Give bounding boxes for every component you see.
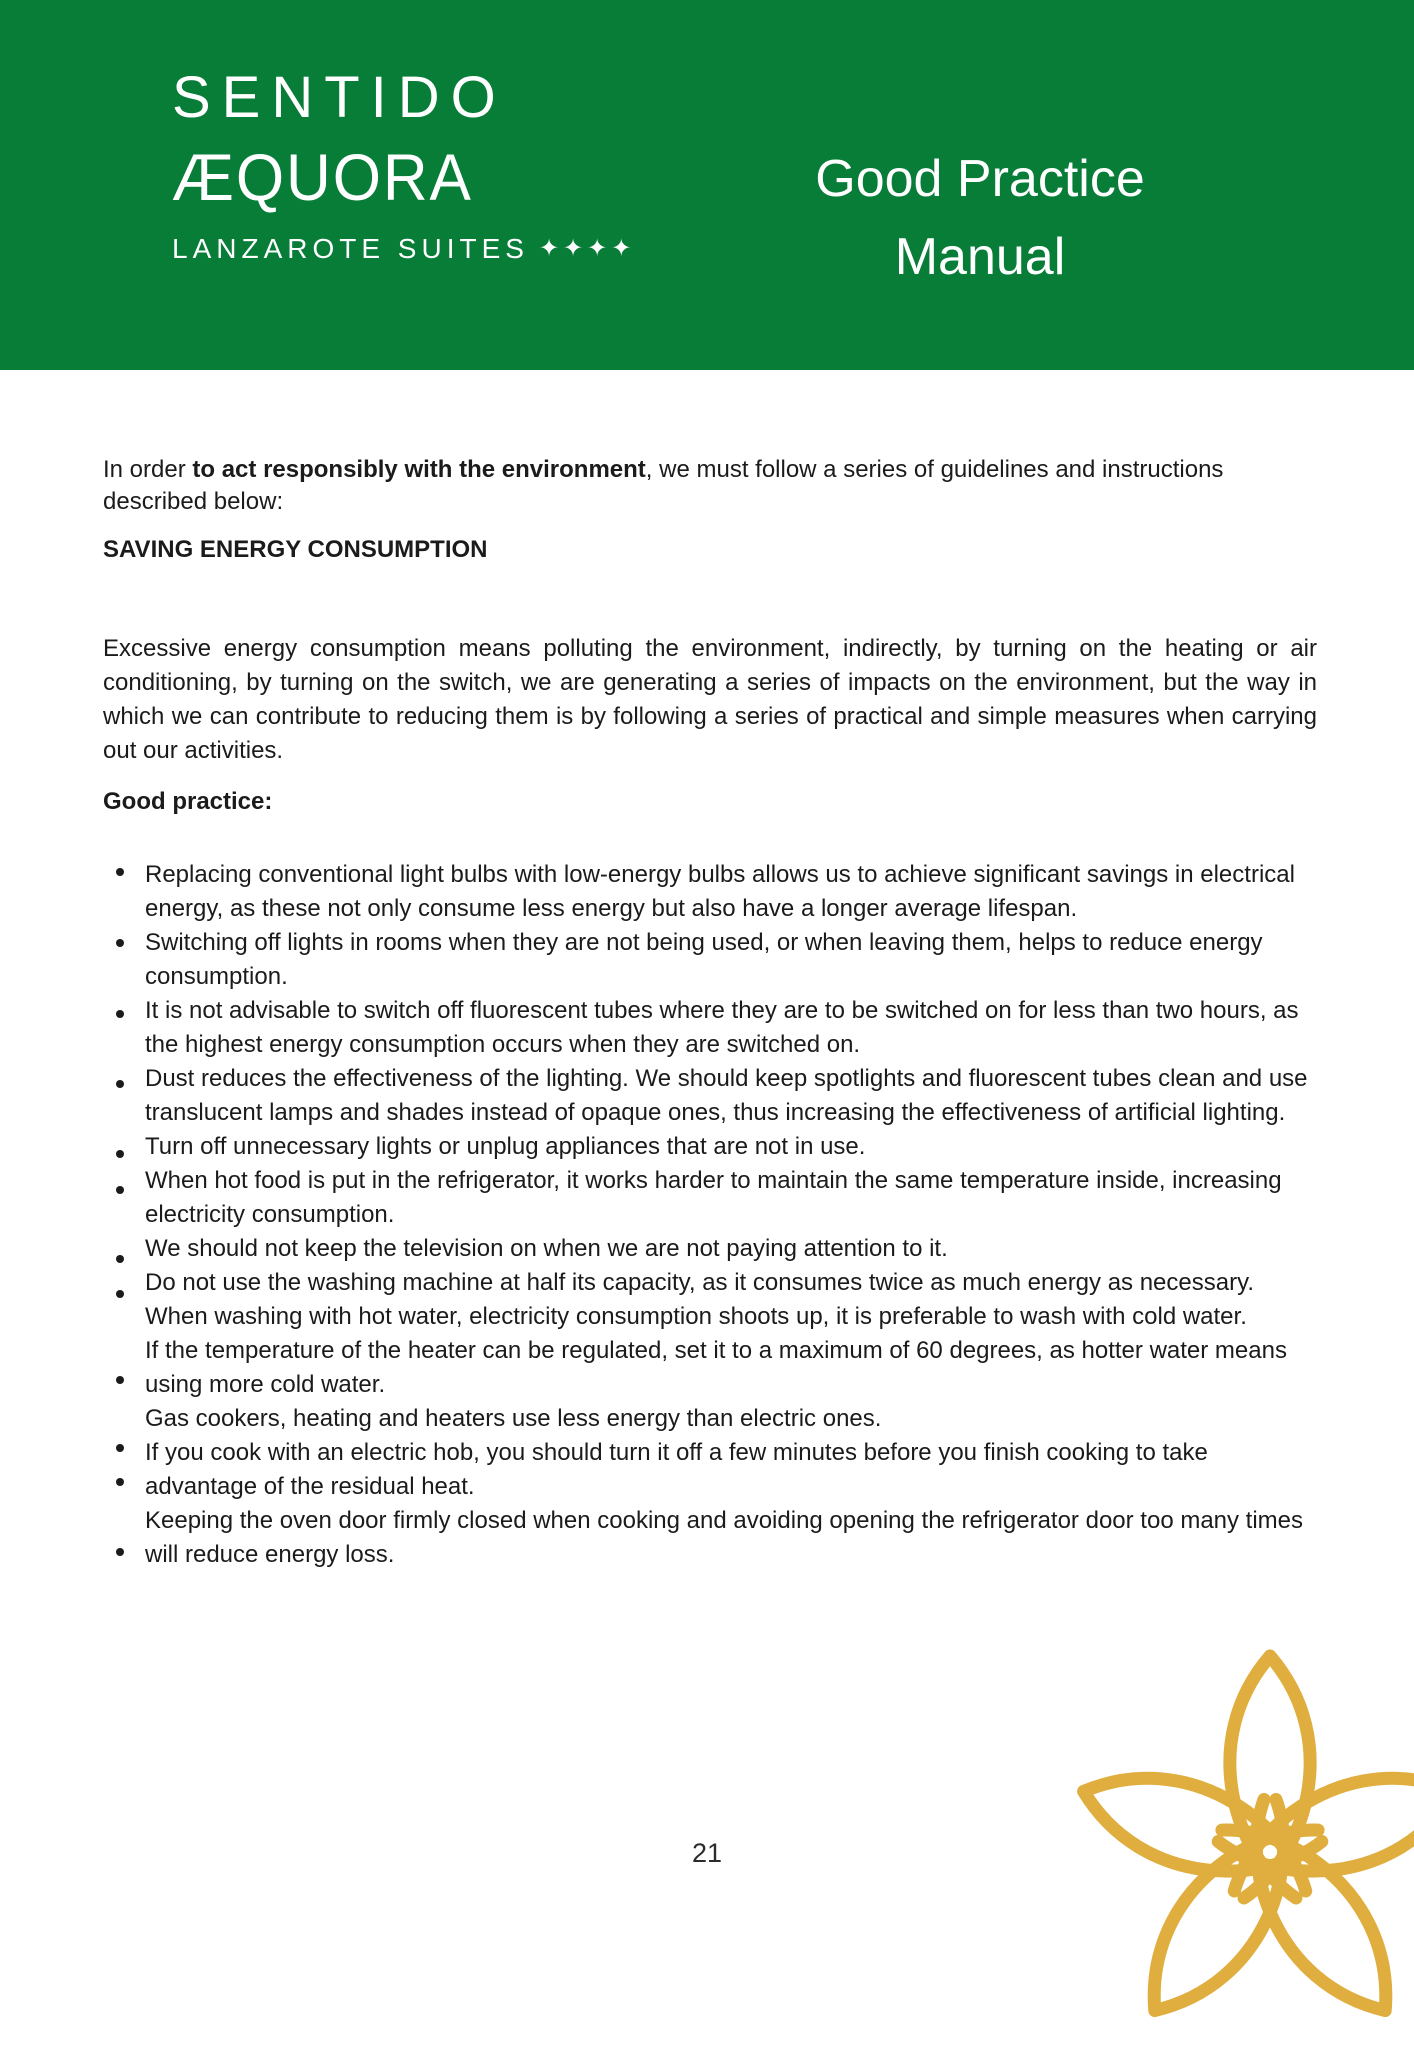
bullet-icon (116, 868, 124, 876)
logo-brand: ÆQUORA (172, 140, 473, 214)
page-title-line-2: Manual (894, 228, 1066, 286)
list-item-text: We should not keep the television on when we are not paying attention to it. (145, 1235, 948, 1262)
good-practice-list (103, 858, 1315, 1572)
bullet-icon (116, 1290, 124, 1298)
list-item (103, 1062, 1315, 1130)
logo-name: SENTIDO (172, 65, 507, 130)
list-item (103, 1130, 1315, 1164)
page-number: 21 (691, 1838, 723, 1868)
list-item (103, 1334, 1315, 1402)
bullet-icon (116, 1255, 124, 1263)
list-item-text: Replacing conventional light bulbs with low-energy bulbs allows us to achieve significant savings in electrical energy, as these not only consume less energy but also have a longer average lifespan. (145, 861, 1295, 922)
good-practice-heading: Good practice: (103, 788, 273, 815)
section-heading-saving-energy: SAVING ENERGY CONSUMPTION (103, 536, 488, 563)
list-item-text: Gas cookers, heating and heaters use less energy than electric ones. (145, 1405, 882, 1432)
bullet-icon (116, 1186, 124, 1194)
intro-text: In order (103, 456, 193, 483)
bullet-icon (116, 1150, 124, 1158)
intro-suffix-text: , we must follow a series of guidelines and instructions described below: (103, 456, 1224, 515)
energy-paragraph: Excessive energy consumption means polluting the environment, indirectly, by turning on the heating or air conditioning, by turning on the switch, we are generating a series of impacts on the environment, but the way in which we can contribute to reducing them is by following a series of practical and simple measures when carrying out our activities. (103, 635, 1317, 764)
list-item-text: Turn off unnecessary lights or unplug appliances that are not in use. (145, 1133, 866, 1160)
list-item (103, 1504, 1315, 1572)
intro-bold-text: to act responsibly with the environment (192, 456, 646, 483)
logo-subtitle: LANZAROTE SUITES (172, 233, 529, 264)
list-item (103, 1266, 1315, 1334)
four-stars-icon: ✦✦✦✦ (538, 234, 636, 262)
bullet-icon (116, 1548, 124, 1556)
list-item (103, 1436, 1315, 1504)
intro-paragraph (103, 454, 1263, 518)
list-item-text: Switching off lights in rooms when they are not being used, or when leaving them, helps to reduce energy consumption. (145, 929, 1263, 990)
list-item-text: It is not advisable to switch off fluorescent tubes where they are to be switched on for less than two hours, as the highest energy consumption occurs when they are switched on. (145, 997, 1299, 1058)
list-item (103, 1164, 1315, 1232)
list-item (103, 1402, 1315, 1436)
list-item-text: If the temperature of the heater can be regulated, set it to a maximum of 60 degrees, as hotter water means using more cold water. (145, 1337, 1287, 1398)
bullet-icon (116, 1080, 124, 1088)
list-item (103, 994, 1315, 1062)
list-item-text: Do not use the washing machine at half its capacity, as it consumes twice as much energy as necessary. When washing with hot water, electricity consumption shoots up, it is preferable to wash with cold water. (145, 1269, 1254, 1330)
header-banner (0, 0, 1414, 370)
page-title-line-1: Good Practice (815, 150, 1145, 208)
bullet-icon (116, 1376, 124, 1384)
bullet-icon (116, 1010, 124, 1018)
list-item-text: If you cook with an electric hob, you should turn it off a few minutes before you finish cooking to take advantage of the residual heat. (145, 1439, 1208, 1500)
bullet-icon (116, 1478, 124, 1486)
list-item-text: Dust reduces the effectiveness of the lighting. We should keep spotlights and fluorescent tubes clean and use translucent lamps and shades instead of opaque ones, thus increasing the effectiveness of artificial lighting. (145, 1065, 1308, 1126)
list-item (103, 1232, 1315, 1266)
list-item (103, 926, 1315, 994)
list-item (103, 858, 1315, 926)
logo-subtitle-row (172, 233, 635, 265)
list-item-text: Keeping the oven door firmly closed when cooking and avoiding opening the refrigerator door too many times will reduce energy loss. (145, 1507, 1304, 1568)
page-title (600, 140, 1360, 296)
brand-logo (172, 64, 635, 265)
list-item-text: When hot food is put in the refrigerator, it works harder to maintain the same temperature inside, increasing electricity consumption. (145, 1167, 1282, 1228)
flower-decoration-icon (1020, 1645, 1414, 2065)
bullet-icon (116, 939, 124, 947)
